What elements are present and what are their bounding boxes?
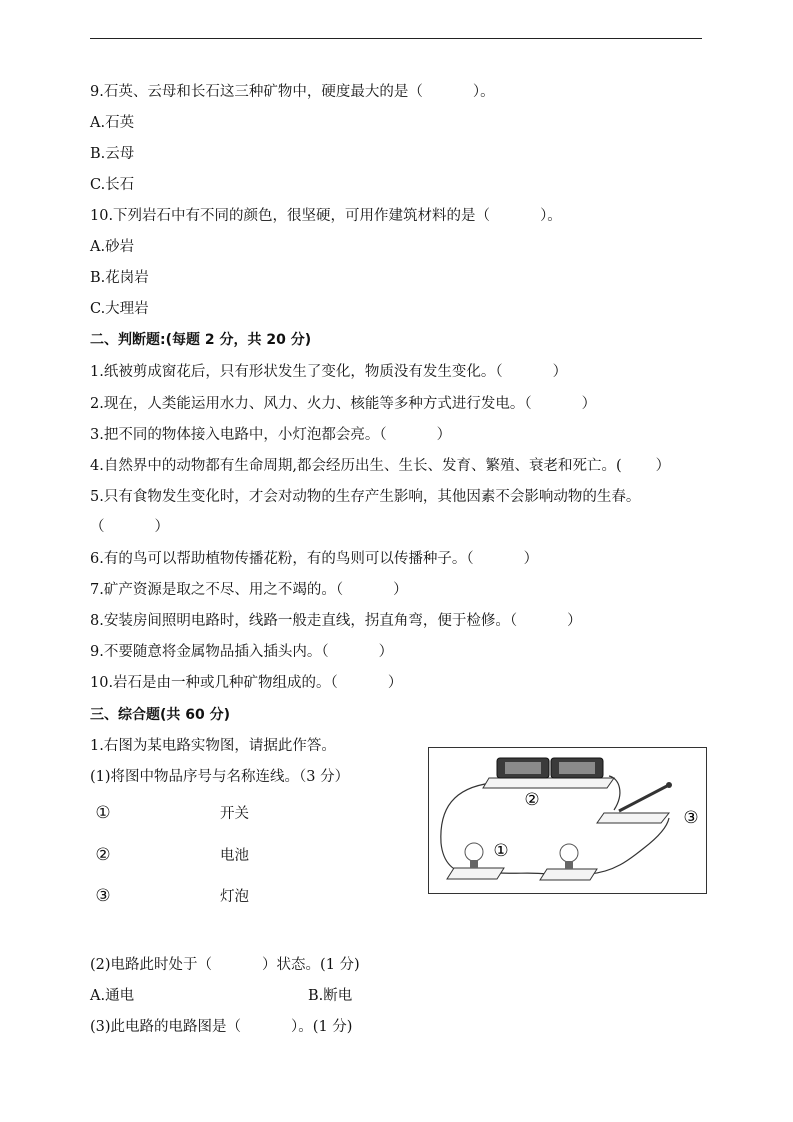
- circuit-figure: [428, 747, 707, 894]
- mc-q10-option-a: A.砂岩: [90, 239, 135, 255]
- mc-q9-stem: 9.石英、云母和长石这三种矿物中，硬度最大的是（ ）。: [90, 84, 495, 100]
- battery-label-area: [559, 762, 595, 774]
- bulb-board: [447, 868, 504, 879]
- header-rule: [90, 38, 702, 39]
- bulb-board: [540, 869, 597, 880]
- comp-q1-sub1: (1)将图中物品序号与名称连线。（3 分）: [90, 769, 350, 785]
- judge-heading: 二、判断题:(每题 2 分，共 20 分): [90, 332, 312, 348]
- bulb-label: ①: [493, 841, 509, 861]
- judge-item: 4.自然界中的动物都有生命周期,都会经历出生、生长、发育、繁殖、衰老和死亡。( ）: [90, 458, 671, 474]
- pair-number: ②: [95, 845, 111, 865]
- pair-number: ③: [95, 886, 111, 906]
- judge-item: 8.安装房间照明电路时，线路一般走直线，拐直角弯，便于检修。（ ）: [90, 613, 582, 629]
- judge-item: 5.只有食物发生变化时，才会对动物的生存产生影响，其他因素不会影响动物的生春。: [90, 489, 641, 505]
- comp-heading: 三、综合题(共 60 分): [90, 707, 231, 723]
- switch-label: ③: [683, 808, 699, 828]
- pair-name: 灯泡: [220, 889, 249, 905]
- mc-q9-option-c: C.长石: [90, 177, 135, 193]
- judge-item: 1.纸被剪成窗花后，只有形状发生了变化，物质没有发生变化。（ ）: [90, 364, 568, 380]
- bulb-glass: [465, 843, 483, 861]
- bulb-socket: [565, 861, 573, 869]
- wire: [589, 818, 669, 874]
- judge-item: 10.岩石是由一种或几种矿物组成的。（ ）: [90, 675, 403, 691]
- battery-label: ②: [524, 790, 540, 810]
- comp-q1-sub3: (3)此电路的电路图是（ ）。(1 分): [90, 1019, 353, 1035]
- switch-base: [597, 813, 669, 823]
- wire: [499, 873, 547, 874]
- circuit-drawing: [429, 748, 706, 893]
- mc-q10-stem: 10.下列岩石中有不同的颜色，很坚硬，可用作建筑材料的是（ ）。: [90, 208, 562, 224]
- judge-item: 7.矿产资源是取之不尽、用之不竭的。（ ）: [90, 582, 408, 598]
- comp-q1-sub2-option-b: B.断电: [308, 988, 353, 1004]
- comp-q1-sub2-option-a: A.通电: [90, 988, 135, 1004]
- judge-item: 2.现在，人类能运用水力、风力、火力、核能等多种方式进行发电。（ ）: [90, 396, 597, 412]
- battery-label-area: [505, 762, 541, 774]
- switch-lever: [619, 786, 667, 811]
- judge-item-continuation: （ ）: [90, 519, 169, 535]
- mc-q9-option-b: B.云母: [90, 146, 135, 162]
- pair-name: 电池: [220, 848, 249, 864]
- wire: [441, 783, 491, 873]
- mc-q9-option-a: A.石英: [90, 115, 135, 131]
- pair-number: ①: [95, 803, 111, 823]
- judge-item: 9.不要随意将金属物品插入插头内。（ ）: [90, 644, 394, 660]
- mc-q10-option-c: C.大理岩: [90, 301, 149, 317]
- comp-q1-stem: 1.右图为某电路实物图，请据此作答。: [90, 738, 336, 754]
- battery-board: [483, 778, 614, 788]
- judge-item: 3.把不同的物体接入电路中，小灯泡都会亮。（ ）: [90, 427, 452, 443]
- switch-knob: [666, 782, 672, 788]
- bulb-glass: [560, 844, 578, 862]
- judge-item: 6.有的鸟可以帮助植物传播花粉，有的鸟则可以传播种子。（ ）: [90, 551, 539, 567]
- pair-name: 开关: [220, 806, 249, 822]
- mc-q10-option-b: B.花岗岩: [90, 270, 149, 286]
- bulb-socket: [470, 860, 478, 868]
- comp-q1-sub2: (2)电路此时处于（ ）状态。(1 分): [90, 957, 360, 973]
